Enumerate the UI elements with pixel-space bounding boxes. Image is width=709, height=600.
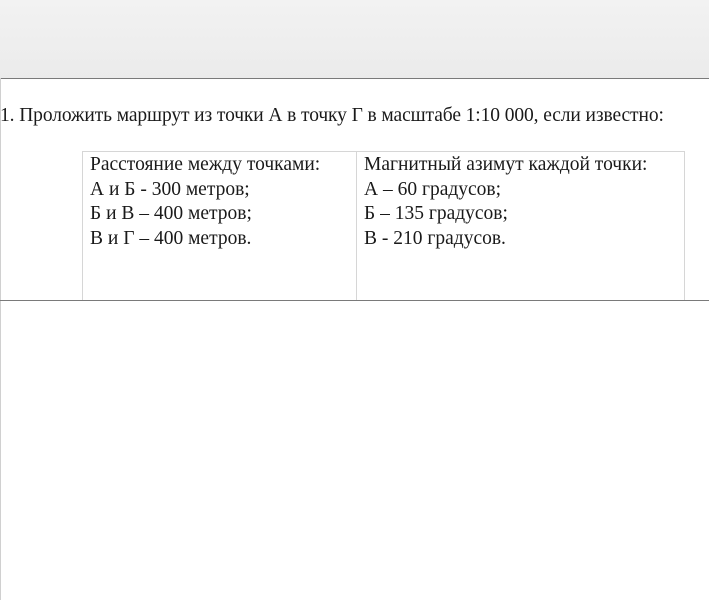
azimuth-row: Б – 135 градусов; <box>364 203 508 224</box>
data-table <box>82 151 685 300</box>
task-statement: 1. Проложить маршрут из точки А в точку Г в масштабе 1:10 000, если известно: <box>0 105 664 126</box>
table-bottom-rule <box>0 300 709 301</box>
azimuth-header: Магнитный азимут каждой точки: <box>364 154 648 175</box>
azimuth-column <box>357 152 684 300</box>
distance-column <box>83 152 357 300</box>
distance-row: А и Б - 300 метров; <box>90 178 250 200</box>
page-left-edge <box>0 78 1 600</box>
azimuth-row: В - 210 градусов. <box>364 227 506 249</box>
distance-row: Б и В – 400 метров; <box>90 203 252 224</box>
distance-row: В и Г – 400 метров. <box>90 227 252 249</box>
azimuth-row: А – 60 градусов; <box>364 178 502 200</box>
distance-header: Расстояние между точками: <box>90 154 321 175</box>
page-header-area <box>0 0 709 79</box>
